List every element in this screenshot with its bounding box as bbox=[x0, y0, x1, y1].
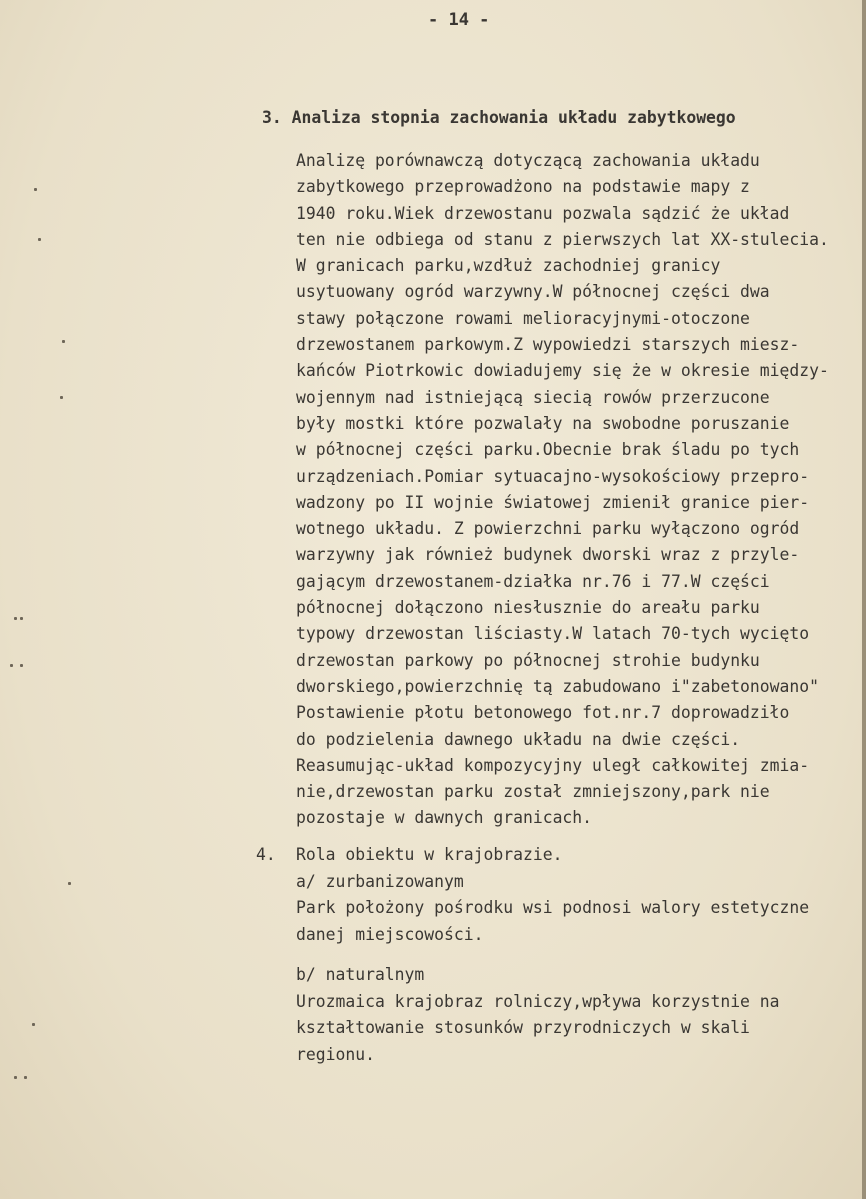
section-3-heading: 3. Analiza stopnia zachowania układu zabytkowego bbox=[262, 108, 736, 127]
paper-speck bbox=[10, 664, 13, 667]
paragraph-line: wadzony po II wojnie światowej zmienił granice pier- bbox=[296, 492, 810, 512]
paragraph-line: danej miejscowości. bbox=[296, 924, 484, 944]
paragraph-line: regionu. bbox=[296, 1044, 375, 1064]
paragraph-line: wojennym nad istniejącą siecią rowów przerzucone bbox=[296, 387, 770, 407]
paper-speck bbox=[14, 1076, 17, 1079]
paragraph-line: były mostki które pozwalały na swobodne poruszanie bbox=[296, 413, 790, 433]
paper-speck bbox=[62, 340, 65, 343]
paragraph-line: w północnej części parku.Obecnie brak śladu po tych bbox=[296, 440, 800, 460]
paragraph-line: zabytkowego przeprowadżono na podstawie mapy z bbox=[296, 177, 750, 197]
paragraph-line: Park położony pośrodku wsi podnosi walory estetyczne bbox=[296, 898, 810, 917]
paragraph-line: ten nie odbiega od stanu z pierwszych lat XX-stulecia. bbox=[296, 229, 829, 249]
paragraph-line: kształtowanie stosunków przyrodniczych w skali bbox=[296, 1018, 750, 1037]
spacer bbox=[296, 948, 809, 962]
paragraph-line: stawy połączone rowami melioracyjnymi-otoczone bbox=[296, 308, 750, 328]
paragraph-line: drzewostan parkowy po północnej strohie budynku bbox=[296, 650, 760, 670]
paragraph-line: wotnego układu. Z powierzchni parku wyłączono ogród bbox=[296, 519, 800, 539]
paper-speck bbox=[34, 188, 37, 191]
paragraph-line: drzewostanem parkowym.Z wypowiedzi starszych miesz- bbox=[296, 335, 800, 355]
paragraph-line: nie,drzewostan parku został zmniejszony,park nie bbox=[296, 782, 770, 802]
paper-speck bbox=[24, 1076, 27, 1079]
paragraph-line: urządzeniach.Pomiar sytuacajno-wysokościowy przepro- bbox=[296, 466, 810, 486]
paragraph-line: Urozmaica krajobraz rolniczy,wpływa korzystnie na bbox=[296, 991, 780, 1011]
page-edge bbox=[862, 0, 866, 1199]
paragraph-line: dworskiego,powierzchnię tą zabudowano i"zabetonowano" bbox=[296, 676, 820, 696]
section-4-title: Rola obiektu w krajobrazie. bbox=[296, 845, 563, 864]
paragraph-line: pozostaje w dawnych granicach. bbox=[296, 808, 593, 828]
paper-speck bbox=[68, 882, 71, 885]
paragraph-line: 1940 roku.Wiek drzewostanu pozwala sądzić że układ bbox=[296, 203, 790, 223]
paragraph-line: typowy drzewostan liściasty.W latach 70-tych wycięto bbox=[296, 624, 810, 644]
paragraph-line: kańców Piotrkowic dowiadujemy się że w okresie między- bbox=[296, 361, 829, 381]
paper-speck bbox=[20, 617, 23, 620]
page-number: - 14 - bbox=[428, 10, 490, 30]
section-3-paragraph bbox=[296, 148, 829, 832]
section-4-body bbox=[296, 842, 809, 1068]
paragraph-line: gającym drzewostanem-działka nr.76 i 77.W części bbox=[296, 571, 770, 591]
paragraph-line: do podzielenia dawnego układu na dwie części. bbox=[296, 729, 741, 749]
paragraph-line: W granicach parku,wzdłuż zachodniej granicy bbox=[296, 256, 721, 276]
paper-speck bbox=[20, 664, 23, 667]
paper-speck bbox=[14, 617, 17, 620]
paper-speck bbox=[60, 396, 63, 399]
subsection-b-label: b/ naturalnym bbox=[296, 965, 425, 984]
paper-speck bbox=[38, 238, 41, 241]
subsection-a-label: a/ zurbanizowanym bbox=[296, 871, 464, 891]
section-4-number: 4. bbox=[256, 845, 276, 864]
paragraph-line: północnej dołączono niesłusznie do areału parku bbox=[296, 598, 760, 618]
paper-speck bbox=[32, 1023, 35, 1026]
paragraph-line: Reasumując-układ kompozycyjny uległ całkowitej zmia- bbox=[296, 755, 810, 775]
paragraph-line: Analizę porównawczą dotyczącą zachowania układu bbox=[296, 151, 760, 170]
paragraph-line: usytuowany ogród warzywny.W północnej części dwa bbox=[296, 282, 770, 302]
paragraph-line: Postawienie płotu betonowego fot.nr.7 doprowadziło bbox=[296, 703, 790, 723]
paragraph-line: warzywny jak również budynek dworski wraz z przyle- bbox=[296, 545, 800, 565]
